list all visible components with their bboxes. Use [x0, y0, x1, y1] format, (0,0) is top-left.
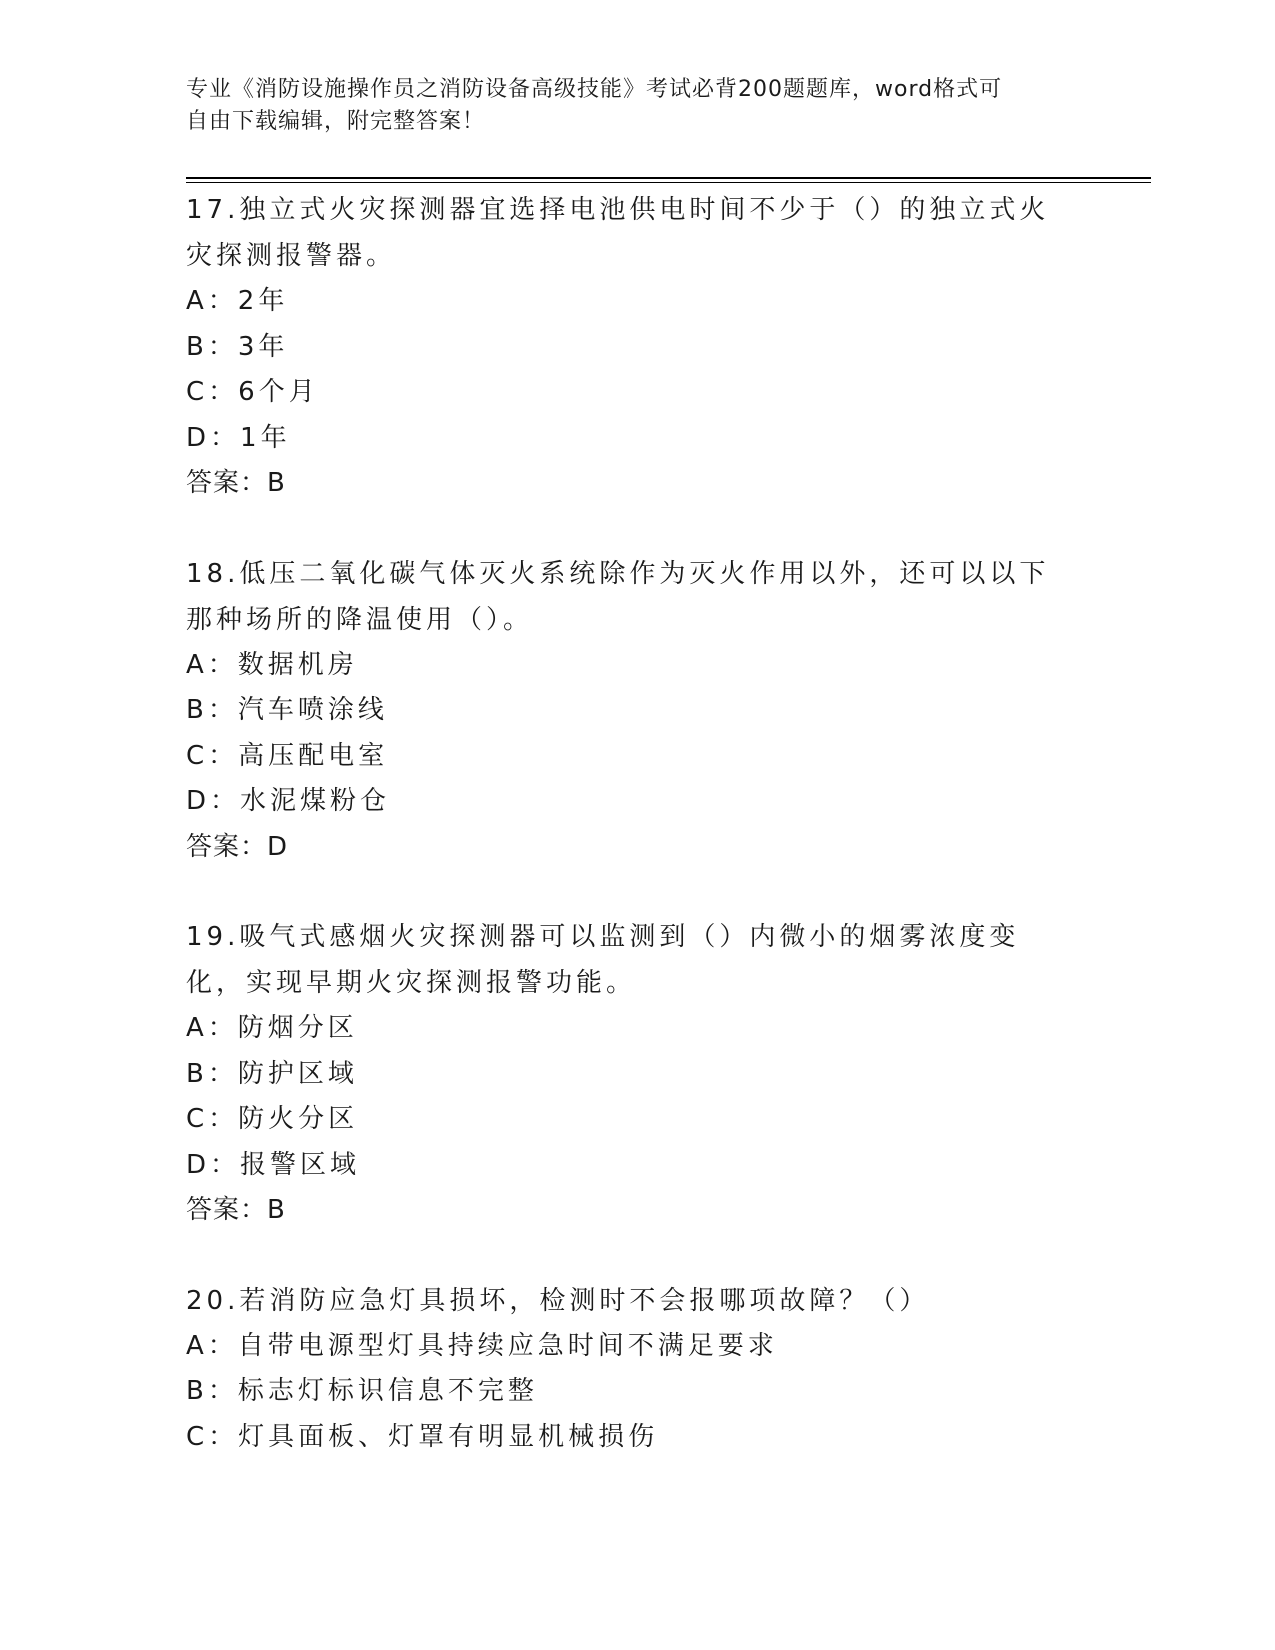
question-list: [186, 187, 1076, 1504]
header-divider-thick: [186, 177, 1151, 179]
option-b: B：汽车喷涂线: [186, 695, 388, 725]
header-intro-line-2: 自由下载编辑，附完整答案！: [186, 109, 486, 134]
option-b: B：3年: [186, 331, 289, 362]
option-d: D：1年: [186, 422, 291, 453]
option-d: D：报警区域: [186, 1149, 361, 1180]
question-18: [186, 551, 1076, 871]
question-20: [186, 1278, 1076, 1461]
option-d: D：水泥煤粉仓: [186, 786, 391, 816]
question-stem: 20.若消防应急灯具损坏，检测时不会报哪项故障？（）: [186, 1285, 930, 1316]
question-stem: 18.低压二氧化碳气体灭火系统除作为灭火作用以外，还可以以下那种场所的降温使用（）。: [186, 558, 1050, 635]
option-a: A：自带电源型灯具持续应急时间不满足要求: [186, 1330, 778, 1361]
document-header: [186, 74, 1066, 138]
header-intro-line-1: 专业《消防设施操作员之消防设备高级技能》考试必背200题题库，word格式可: [186, 77, 1003, 102]
answer-line: 答案：B: [186, 1195, 286, 1225]
question-stem: 19.吸气式感烟火灾探测器可以监测到（）内微小的烟雾浓度变化，实现早期火灾探测报警功能。: [186, 922, 1020, 998]
answer-line: 答案：B: [186, 468, 286, 498]
option-a: A：数据机房: [186, 649, 358, 680]
option-a: A：2年: [186, 286, 289, 316]
answer-line: 答案：D: [186, 831, 289, 862]
option-c: C：高压配电室: [186, 740, 389, 771]
option-a: A：防烟分区: [186, 1013, 358, 1043]
question-19: [186, 914, 1076, 1234]
option-c: C：防火分区: [186, 1104, 359, 1134]
question-17: [186, 187, 1076, 507]
option-c: C：6个月: [186, 377, 319, 407]
option-b: B：防护区域: [186, 1058, 358, 1089]
option-b: B：标志灯标识信息不完整: [186, 1376, 538, 1406]
question-stem: 17.独立式火灾探测器宜选择电池供电时间不少于（）的独立式火灾探测报警器。: [186, 195, 1050, 271]
option-c: C：灯具面板、灯罩有明显机械损伤: [186, 1421, 659, 1452]
header-divider-thin: [186, 182, 1151, 183]
